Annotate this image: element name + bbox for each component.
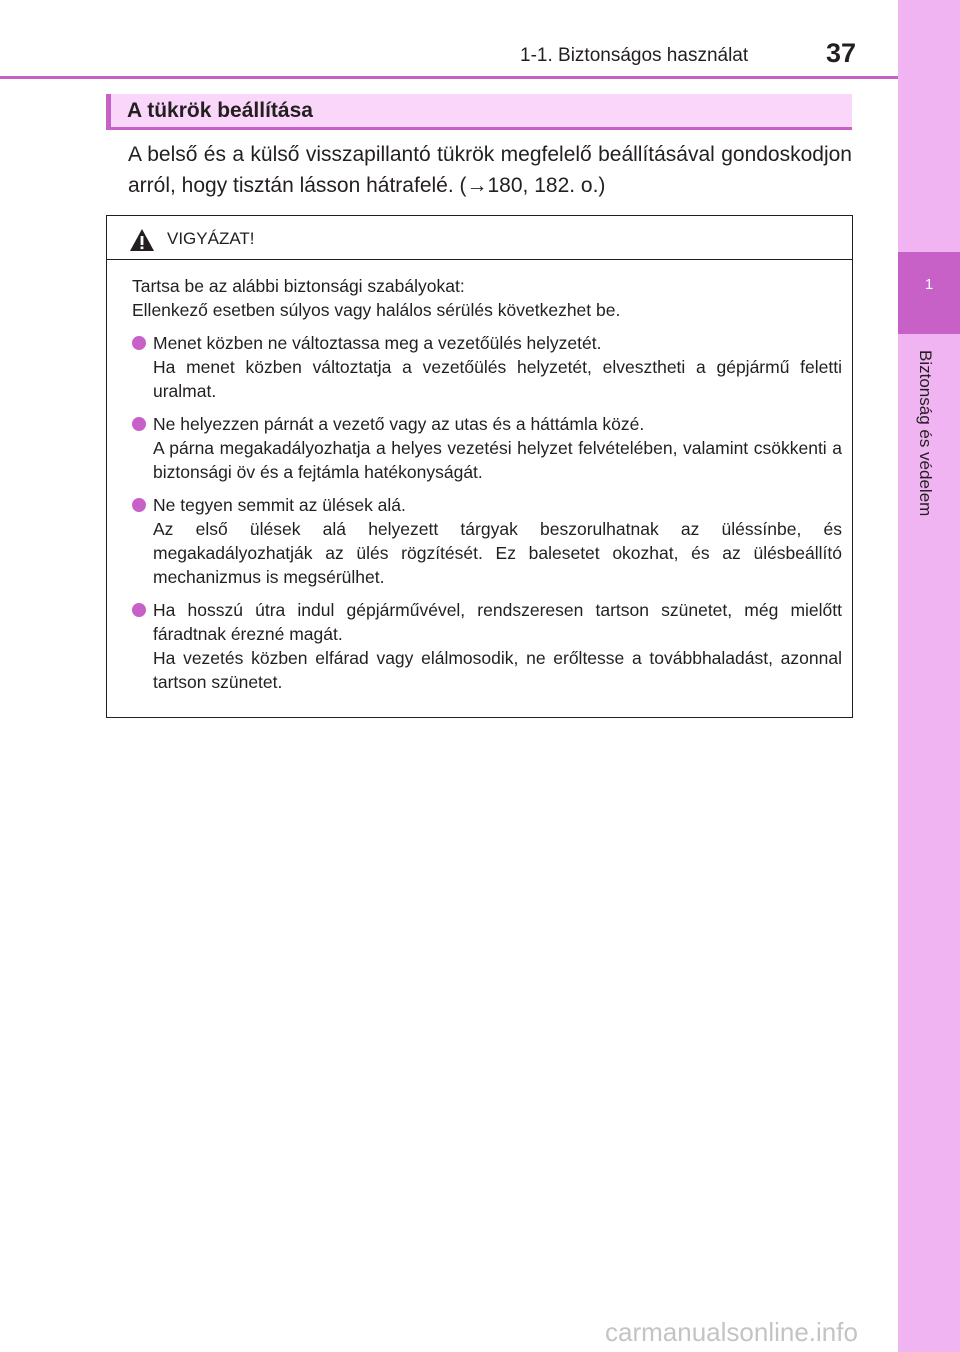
running-header-title: 1-1. Biztonságos használat [520,45,749,66]
caution-item [132,598,842,694]
section-intro: A belső és a külső visszapillantó tükrök megfelelő beállításával gondoskodjon arról, hogy tisztán lásson hátrafelé. (→180, 182. o.) [128,143,852,197]
bullet-icon [132,417,146,431]
caution-label: VIGYÁZAT! [167,229,255,248]
caution-item-title: Ne tegyen semmit az ülések alá. [153,495,406,515]
caution-header [107,216,852,260]
side-thumb-strip [898,0,960,1352]
caution-item-title: Menet közben ne változtassa meg a vezetőülés helyzetét. [153,333,602,353]
side-chapter-label: Biztonság és védelem [916,350,935,517]
side-chapter-number: 1 [924,276,934,293]
caution-item-title: Ne helyezzen párnát a vezető vagy az utas és a háttámla közé. [153,414,645,434]
bullet-icon [132,603,146,617]
bullet-icon [132,336,146,350]
caution-item [132,412,842,484]
caution-item-text: A párna megakadályozhatja a helyes vezetési helyzet felvételében, valamint csökkenti a biztonsági öv és a fejtámla hatékonyságát. [153,438,842,482]
caution-intro-line: Tartsa be az alábbi biztonsági szabályokat: [132,276,465,296]
bullet-icon [132,498,146,512]
caution-item-title: Ha hosszú útra indul gépjárművével, rendszeresen tartson szünetet, még mielőtt fáradtnak érezné magát. [153,600,842,644]
caution-body [132,274,842,694]
caution-item-text: Az első ülések alá helyezett tárgyak beszorulhatnak az üléssínbe, és megakadályozhatják az ülés rögzítését. Ez balesetet okozhat, és az ülésbeállító mechanizmus is megsérülhet. [153,519,842,587]
caution-item [132,493,842,589]
caution-item-text: Ha menet közben változtatja a vezetőülés helyzetét, elvesztheti a gépjármű feletti uralmat. [153,357,842,401]
watermark: carmanualsonline.info [605,1317,858,1347]
page-number: 37 [826,38,857,68]
caution-item-text: Ha vezetés közben elfárad vagy elálmosodik, ne erőltesse a továbbhaladást, azonnal tartson szünetet. [153,648,842,692]
caution-intro-line: Ellenkező esetben súlyos vagy halálos sérülés következhet be. [132,300,621,320]
caution-item [132,331,842,403]
caution-box [106,215,853,718]
header-rule [0,76,898,79]
warning-triangle-icon [129,228,155,252]
section-heading: A tükrök beállítása [106,94,852,130]
